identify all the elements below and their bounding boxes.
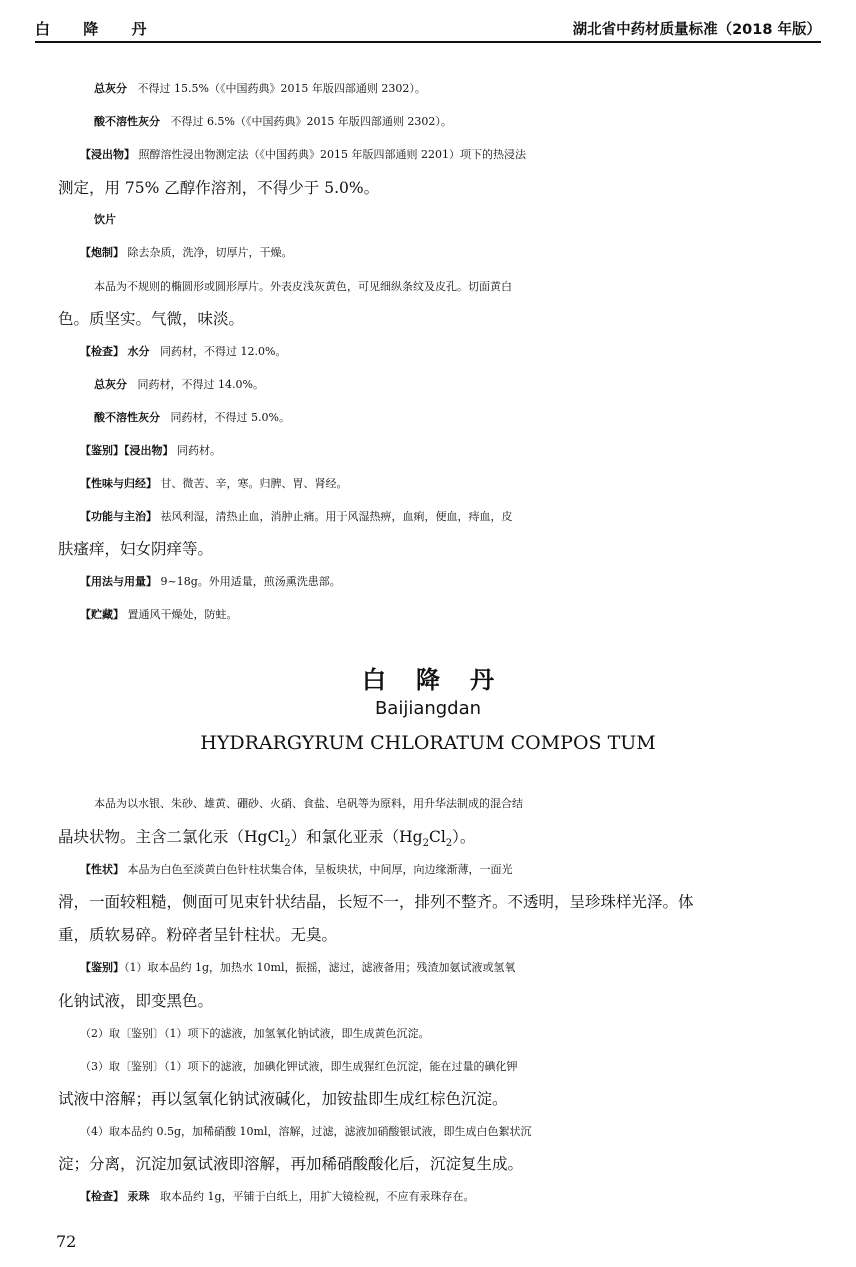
intro-line-1: 本品为以水银、朱砂、雄黄、硼砂、火硝、食盐、皂矾等为原料，用升华法制成的混合结 bbox=[94, 797, 523, 810]
subscript: 2 bbox=[284, 838, 291, 850]
intro-line-2 bbox=[58, 827, 828, 854]
function-line-2: 肤瘙痒，妇女阴痒等。 bbox=[58, 540, 214, 558]
header-entry-name: 白 降 丹 bbox=[35, 20, 161, 38]
label: 【鉴别】【浸出物】 bbox=[80, 444, 174, 457]
usage-line bbox=[80, 572, 850, 592]
entry-title-chinese: 白降丹 bbox=[362, 665, 524, 694]
identification-line-1a bbox=[80, 958, 850, 978]
text: ）。 bbox=[452, 828, 476, 846]
label: 总灰分 bbox=[94, 378, 127, 391]
nature-line bbox=[80, 474, 850, 494]
identification-line-1b: 化钠试液，即变黑色。 bbox=[58, 992, 214, 1010]
header-rule bbox=[35, 41, 821, 43]
identification-line-4b: 淀；分离，沉淀加氨试液即溶解，再加稀硝酸酸化后，沉淀复生成。 bbox=[58, 1155, 524, 1173]
text: 本品为白色至淡黄白色针柱状集合体，呈板块状，中间厚，向边缘渐薄，一面光 bbox=[127, 863, 513, 876]
text: 不得过 15.5%（《中国药典》2015 年版四部通则 2302）。 bbox=[137, 82, 426, 95]
page-number: 72 bbox=[56, 1232, 77, 1251]
label: 【炮制】 bbox=[80, 246, 124, 259]
characteristics-line-2: 滑，一面较粗糙，侧面可见束针状结晶，长短不一，排列不整齐。不透明，呈珍珠样光泽。体 bbox=[58, 893, 694, 911]
text: 9~18g。外用适量，煎汤熏洗患部。 bbox=[160, 575, 341, 588]
characteristics-line-1 bbox=[80, 860, 850, 880]
label: 【用法与用量】 bbox=[80, 575, 157, 588]
subscript: 2 bbox=[422, 838, 429, 850]
text: 同药材。 bbox=[177, 444, 221, 457]
processing-line bbox=[80, 243, 850, 263]
slice-acid-ash-line bbox=[94, 408, 856, 428]
text: Cl bbox=[428, 828, 446, 846]
label: 酸不溶性灰分 bbox=[94, 411, 160, 424]
label: 【功能与主治】 bbox=[80, 510, 157, 523]
characteristics-line-3: 重，质软易碎。粉碎者呈针柱状。无臭。 bbox=[58, 926, 338, 944]
slice-desc-1: 本品为不规则的椭圆形或圆形厚片。外表皮浅灰黄色，可见细纵条纹及皮孔。切面黄白 bbox=[94, 280, 512, 293]
slices-heading: 饮片 bbox=[94, 213, 116, 226]
label: 汞珠 bbox=[127, 1190, 150, 1203]
label: 总灰分 bbox=[94, 82, 127, 95]
check-moisture-line bbox=[80, 342, 850, 362]
text: 同药材，不得过 12.0%。 bbox=[160, 345, 287, 358]
text: 置通风干燥处，防蛀。 bbox=[127, 608, 238, 621]
check-mercury-line bbox=[80, 1187, 850, 1207]
extract-line-2: 测定，用 75% 乙醇作溶剂，不得少于 5.0%。 bbox=[58, 179, 380, 197]
extract-line-1 bbox=[80, 145, 850, 165]
storage-line bbox=[80, 605, 850, 625]
text: 祛风利湿，清热止血，消肿止痛。用于风湿热痹，血痢，便血，痔血，皮 bbox=[160, 510, 513, 523]
text: 同药材，不得过 5.0%。 bbox=[170, 411, 290, 424]
text: 晶块状物。主含二氯化汞（HgCl bbox=[58, 828, 285, 846]
entry-title-pinyin: Baijiangdan bbox=[374, 698, 482, 719]
label: 【检查】 bbox=[80, 1190, 124, 1203]
text: （1）取本品约 1g，加热水 10ml，振摇，滤过，滤液备用；残渣加氨试液或氢氧 bbox=[124, 961, 516, 974]
running-header bbox=[35, 14, 821, 40]
text: 甘、微苦、辛，寒。归脾、胃、肾经。 bbox=[160, 477, 348, 490]
label: 【浸出物】 bbox=[80, 148, 135, 161]
label: 【检查】 bbox=[80, 345, 124, 358]
slice-total-ash-line bbox=[94, 375, 856, 395]
identification-line-2: （2）取〔鉴别〕（1）项下的滤液，加氢氧化钠试液，即生成黄色沉淀。 bbox=[80, 1027, 430, 1040]
label: 【性状】 bbox=[80, 863, 124, 876]
identification-line-3a: （3）取〔鉴别〕（1）项下的滤液，加碘化钾试液，即生成猩红色沉淀，能在过量的碘化钾 bbox=[80, 1060, 518, 1073]
acid-ash-line bbox=[94, 112, 856, 132]
total-ash-line bbox=[94, 79, 856, 99]
label: 【性味与归经】 bbox=[80, 477, 157, 490]
entry-title-latin: HYDRARGYRUM CHLORATUM COMPOS TUM bbox=[200, 732, 656, 754]
identification-line-4a: （4）取本品约 0.5g，加稀硝酸 10ml，溶解，过滤，滤液加硝酸银试液，即生成白色絮状沉 bbox=[80, 1125, 532, 1138]
header-book-title: 湖北省中药材质量标准（2018 年版） bbox=[572, 22, 821, 38]
label: 酸不溶性灰分 bbox=[94, 115, 160, 128]
subscript: 2 bbox=[445, 838, 453, 850]
function-line-1 bbox=[80, 507, 850, 527]
label: 【鉴别】 bbox=[80, 961, 124, 974]
text: 同药材，不得过 14.0%。 bbox=[137, 378, 264, 391]
ident-extract-line bbox=[80, 441, 850, 461]
text: ）和氯化亚汞（Hg bbox=[290, 828, 423, 846]
label: 【贮藏】 bbox=[80, 608, 124, 621]
text: 除去杂质，洗净，切厚片，干燥。 bbox=[127, 246, 293, 259]
identification-line-3b: 试液中溶解；再以氢氧化钠试液碱化，加铵盐即生成红棕色沉淀。 bbox=[58, 1090, 508, 1108]
slice-desc-2: 色。质坚实。气微，味淡。 bbox=[58, 310, 245, 328]
label: 水分 bbox=[127, 345, 150, 358]
text: 取本品约 1g，平铺于白纸上，用扩大镜检视，不应有汞珠存在。 bbox=[160, 1190, 475, 1203]
text: 照醇溶性浸出物测定法（《中国药典》2015 年版四部通则 2201）项下的热浸法 bbox=[138, 148, 526, 161]
text: 不得过 6.5%（《中国药典》2015 年版四部通则 2302）。 bbox=[170, 115, 452, 128]
